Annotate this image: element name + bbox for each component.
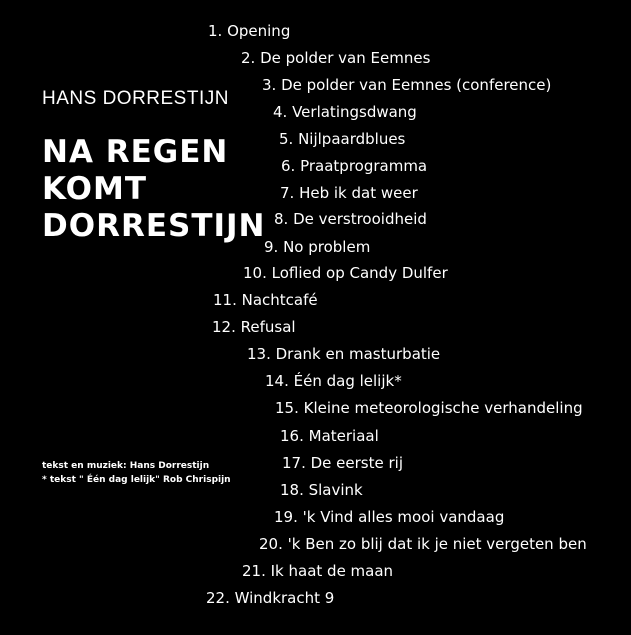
track-item: 15. Kleine meteorologische verhandeling xyxy=(275,399,583,417)
album-title-line-2: KOMT xyxy=(42,171,147,207)
album-title-line-1: NA REGEN xyxy=(42,134,229,170)
track-item: 19. 'k Vind alles mooi vandaag xyxy=(274,508,505,526)
track-item: 7. Heb ik dat weer xyxy=(280,184,418,202)
track-item: 3. De polder van Eemnes (conference) xyxy=(262,76,552,94)
track-item: 6. Praatprogramma xyxy=(281,157,428,175)
track-item: 21. Ik haat de maan xyxy=(242,562,394,580)
track-item: 12. Refusal xyxy=(212,318,296,336)
track-item: 1. Opening xyxy=(208,22,291,40)
track-item: 10. Loflied op Candy Dulfer xyxy=(243,264,448,282)
track-item: 2. De polder van Eemnes xyxy=(241,49,431,67)
track-item: 13. Drank en masturbatie xyxy=(247,345,441,363)
album-title xyxy=(42,134,266,245)
track-item: 20. 'k Ben zo blij dat ik je niet vergeten ben xyxy=(259,535,587,553)
track-item: 17. De eerste rij xyxy=(282,454,403,472)
track-item: 22. Windkracht 9 xyxy=(206,589,335,607)
track-item: 9. No problem xyxy=(264,238,371,256)
track-item: 4. Verlatingsdwang xyxy=(273,103,417,121)
track-item: 18. Slavink xyxy=(280,481,363,499)
credits xyxy=(42,459,231,487)
track-item: 16. Materiaal xyxy=(280,427,379,445)
track-item: 11. Nachtcafé xyxy=(213,291,318,309)
credits-line-1: tekst en muziek: Hans Dorrestijn xyxy=(42,461,210,471)
track-item: 14. Één dag lelijk* xyxy=(265,372,402,390)
artist-name: HANS DORRESTIJN xyxy=(42,88,229,109)
album-title-line-3: DORRESTIJN xyxy=(42,208,266,244)
credits-line-2: * tekst " Één dag lelijk" Rob Chrispijn xyxy=(42,475,231,485)
track-item: 5. Nijlpaardblues xyxy=(279,130,406,148)
track-item: 8. De verstrooidheid xyxy=(274,210,427,228)
